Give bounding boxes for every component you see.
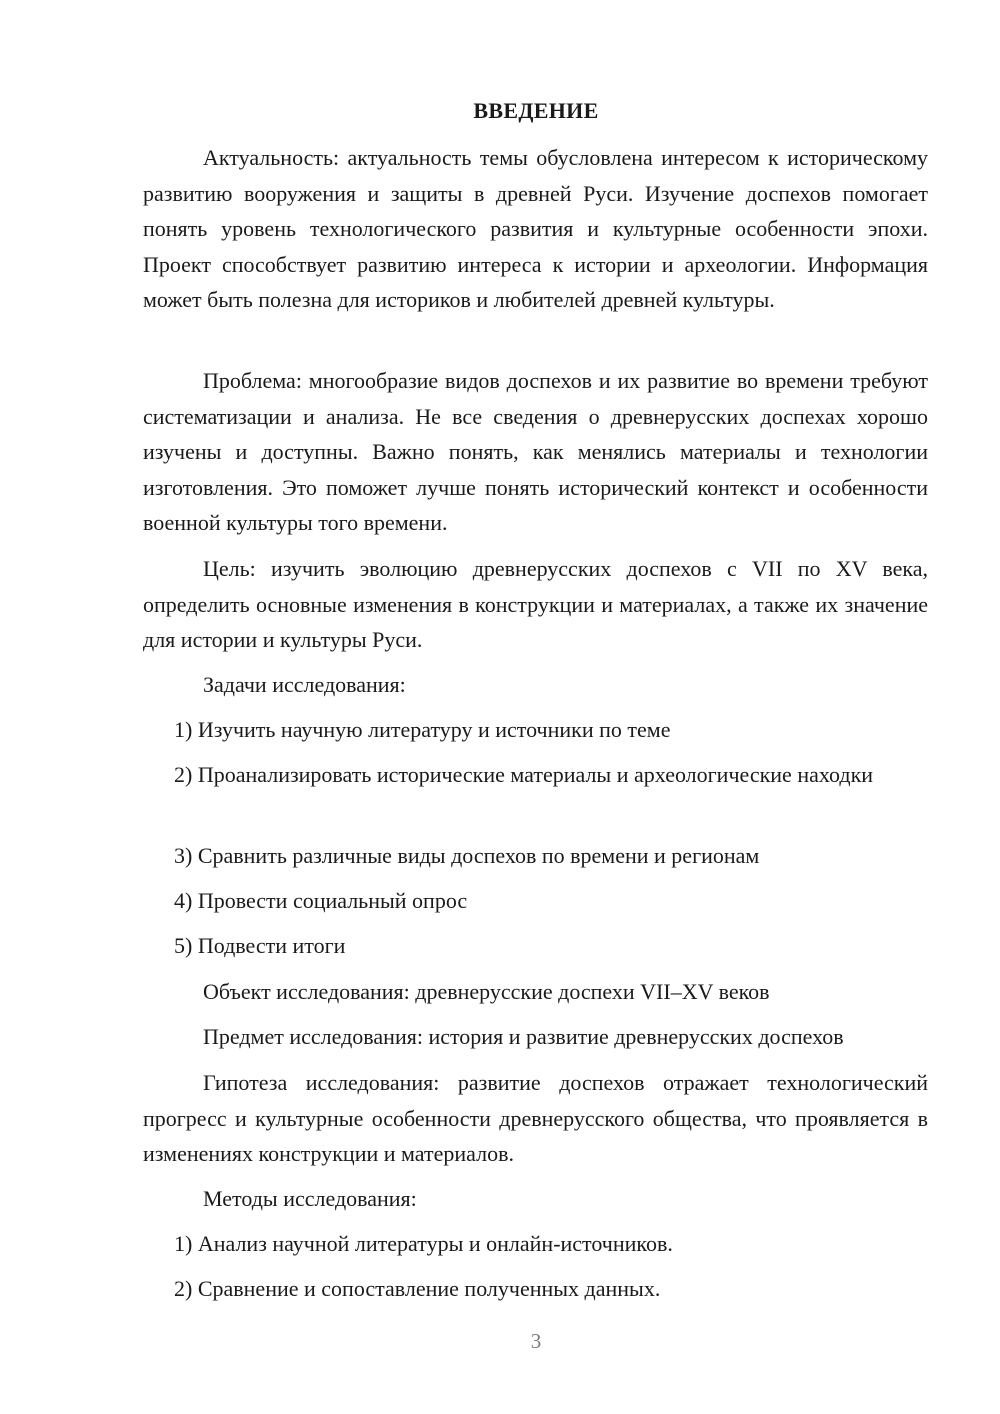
page-number: 3	[530, 1329, 542, 1353]
method-item: 2) Сравнение и сопоставление полученных данных.	[174, 1276, 661, 1301]
goal-paragraph: Цель: изучить эволюцию древнерусских доспехов с VII по XV века, определить основные изменения в конструкции и материалах, а также их значение для истории и культуры Руси.	[143, 556, 928, 652]
task-item: 2) Проанализировать исторические материалы и археологические находки	[174, 762, 874, 787]
object-paragraph: Объект исследования: древнерусские доспехи VII–XV веков	[203, 979, 770, 1004]
page-heading: ВВЕДЕНИЕ	[473, 98, 599, 123]
relevance-paragraph: Актуальность: актуальность темы обусловлена интересом к историческому развитию вооружения и защиты в древней Руси. Изучение доспехов помогает понять уровень технологического развития и культурные особенности эпохи. Проект способствует развитию интереса к истории и археологии. Информация может быть полезна для историков и любителей древней культуры.	[143, 145, 928, 312]
tasks-title: Задачи исследования:	[203, 672, 406, 697]
problem-paragraph: Проблема: многообразие видов доспехов и их развитие во времени требуют систематизации и анализа. Не все сведения о древнерусских доспехах хорошо изучены и доступны. Важно понять, как менялись материалы и технологии изготовления. Это поможет лучше понять исторический контекст и особенности военной культуры того времени.	[143, 368, 928, 535]
task-item: 3) Сравнить различные виды доспехов по времени и регионам	[174, 843, 760, 868]
subject-paragraph: Предмет исследования: история и развитие древнерусских доспехов	[203, 1024, 844, 1049]
hypothesis-paragraph: Гипотеза исследования: развитие доспехов отражает технологический прогресс и культурные особенности древнерусского общества, что проявляется в изменениях конструкции и материалов.	[143, 1070, 928, 1166]
task-item: 1) Изучить научную литературу и источники по теме	[174, 717, 671, 742]
methods-title: Методы исследования:	[203, 1186, 417, 1211]
task-item: 4) Провести социальный опрос	[174, 888, 468, 913]
method-item: 1) Анализ научной литературы и онлайн-источников.	[174, 1231, 673, 1256]
task-item: 5) Подвести итоги	[174, 933, 346, 958]
